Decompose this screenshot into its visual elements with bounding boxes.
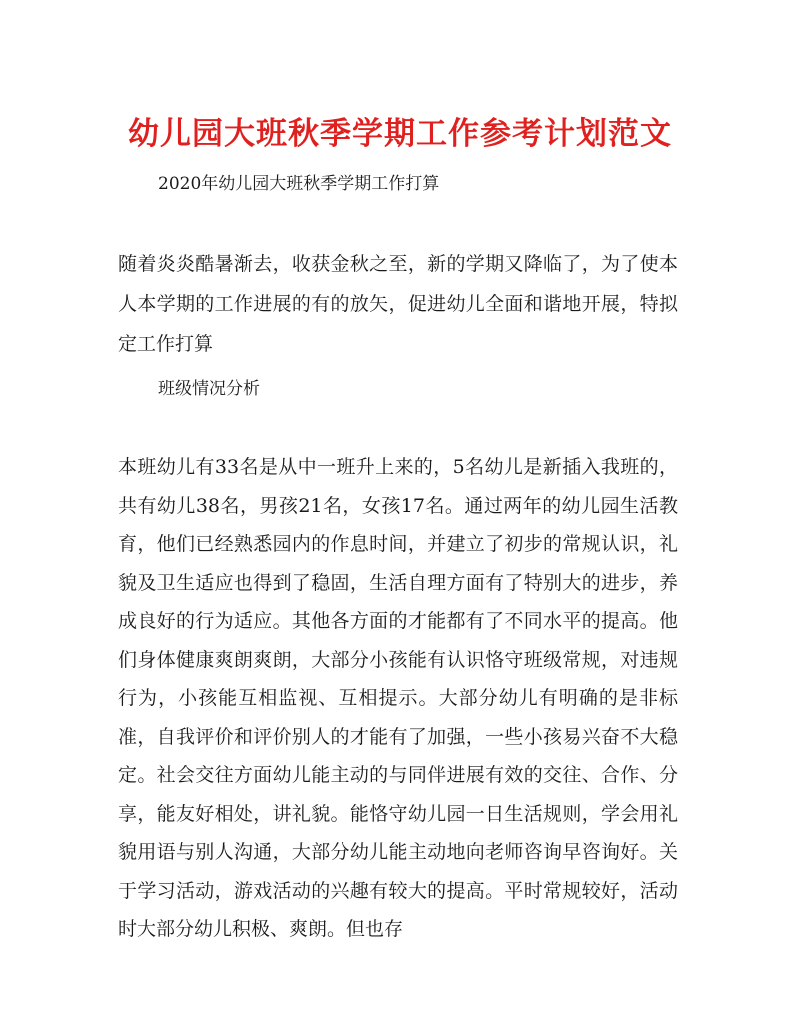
document-title: 幼儿园大班秋季学期工作参考计划范文 <box>128 116 672 152</box>
class-analysis-paragraph: 本班幼儿有33名是从中一班升上来的，5名幼儿是新插入我班的，共有幼儿38名，男孩21名，女孩17名。通过两年的幼儿园生活教育，他们已经熟悉园内的作息时间，并建立了初步的常规认识，礼貌及卫生适应也得到了稳固，生活自理方面有了特别大的进步，养成良好的行为适应。其他各方面的才能都有了不同水平的提高。他们身体健康爽朗爽朗，大部分小孩能有认识恪守班级常规，对违规行为，小孩能互相监视、互相提示。大部分幼儿有明确的是非标准，自我评价和评价别人的才能有了加强，一些小孩易兴奋不大稳定。社会交往方面幼儿能主动的与同伴进展有效的交往、合作、分享，能友好相处，讲礼貌。能恪守幼儿园一日生活规则，学会用礼貌用语与别人沟通，大部分幼儿能主动地向老师咨询早咨询好。关于学习活动，游戏活动的兴趣有较大的提高。平时常规较好，活动时大部分幼儿积极、爽朗。但也存 <box>118 456 678 940</box>
document-subtitle: 2020年幼儿园大班秋季学期工作打算 <box>158 174 440 194</box>
section-heading: 班级情况分析 <box>158 379 260 399</box>
intro-paragraph: 随着炎炎酷暑渐去，收获金秋之至，新的学期又降临了，为了使本人本学期的工作进展的有的放矢，促进幼儿全面和谐地开展，特拟定工作打算 <box>118 253 678 355</box>
